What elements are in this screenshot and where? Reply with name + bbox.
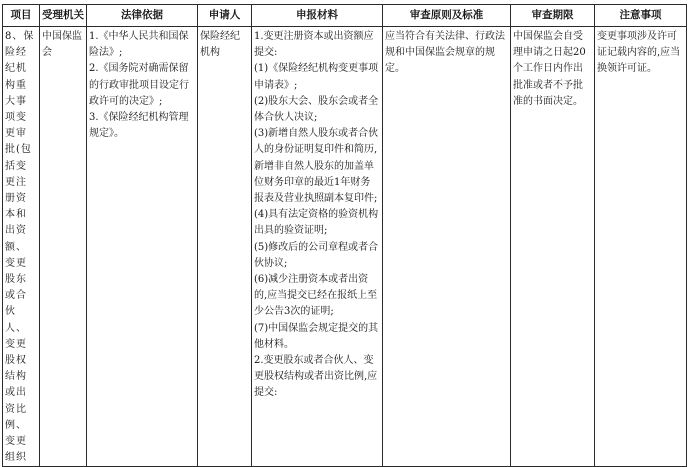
materials-item: (2)股东大会、股东会或者全体合伙人决议; (254, 95, 379, 124)
header-authority: 受理机关 (40, 5, 87, 27)
materials-item: (5)修改后的公司章程或者合伙协议; (254, 241, 379, 269)
cell-legal-basis (87, 27, 198, 467)
header-period: 审查期限 (511, 5, 595, 27)
header-item: 项目 (3, 5, 40, 27)
item-text: 8、保险经纪机构重大事项变更审批(包括变更注册资本和出资额、变更股东或合伙人、变更股权结构或出资比例、变更组织 (5, 31, 35, 464)
header-materials: 申报材料 (252, 5, 383, 27)
cell-notes (595, 27, 687, 467)
approval-items-table (2, 4, 687, 467)
materials-item: (4)具有法定资格的验资机构出具的验资证明; (254, 209, 379, 237)
cell-authority (40, 27, 87, 467)
period-text: 中国保监会自受理申请之日起20个工作日内作出批准或者不予批准的书面决定。 (513, 31, 586, 107)
cell-item (3, 27, 40, 467)
header-legal-basis: 法律依据 (87, 5, 198, 27)
materials-item: 2.变更股东或者合伙人、变更股权结构或者出资比例,应提交: (254, 355, 378, 399)
cell-period (511, 27, 595, 467)
header-notes: 注意事项 (595, 5, 687, 27)
cell-materials (252, 27, 383, 467)
authority-text: 中国保监会 (42, 31, 82, 59)
legal-basis-item: 3.《保险经纪机构管理规定》。 (89, 112, 189, 140)
principles-text: 应当符合有关法律、行政法规和中国保监会规章的规定。 (385, 31, 505, 75)
materials-item: (1)《保险经纪机构变更事项申请表》; (254, 63, 379, 91)
legal-basis-item: 1.《中华人民共和国保险法》; (89, 31, 189, 59)
materials-item: 1.变更注册资本或出资额应提交: (254, 31, 374, 59)
materials-item: (6)减少注册资本或者出资的,应当提交已经在报纸上至少公告3次的证明; (254, 274, 378, 318)
table-header-row (3, 5, 687, 27)
notes-text: 变更事项涉及许可证记载内容的,应当换领许可证。 (597, 31, 681, 75)
materials-item: (7)中国保监会规定提交的其他材料。 (254, 322, 379, 350)
materials-item: (3)新增自然人股东或者合伙人的身份证明复印件和简历,新增非自然人股东的加盖单位财务印章的最近1年财务报表及营业执照副本复印件; (254, 128, 379, 205)
cell-applicant (198, 27, 252, 467)
applicant-text: 保险经纪机构 (200, 31, 240, 59)
legal-basis-item: 2.《国务院对确需保留的行政审批项目设定行政许可的决定》; (89, 63, 189, 107)
cell-principles (383, 27, 511, 467)
header-principles: 审查原则及标准 (383, 5, 511, 27)
header-applicant: 申请人 (198, 5, 252, 27)
table-row (3, 27, 687, 467)
